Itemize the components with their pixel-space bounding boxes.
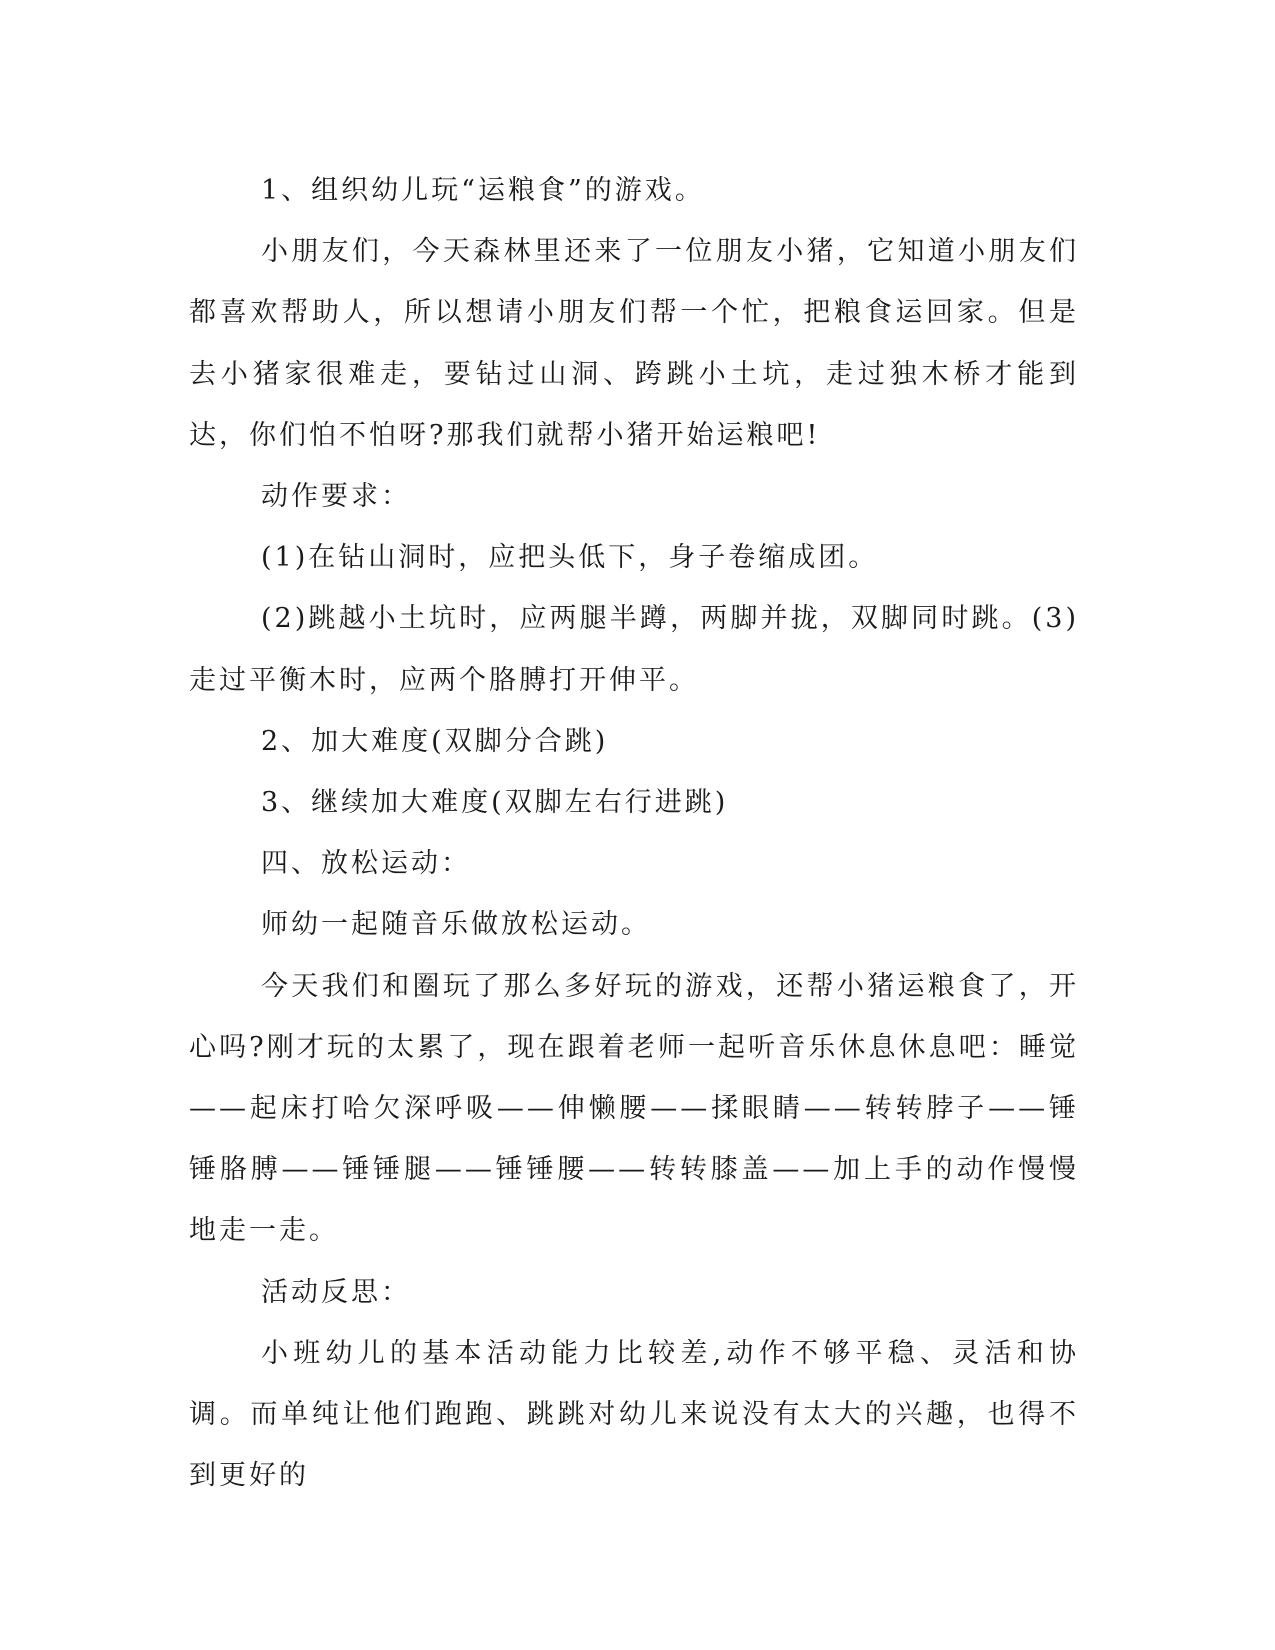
paragraph-relax-heading: 四、放松运动： xyxy=(261,848,471,880)
paragraph-relax-steps: 今天我们和圈玩了那么多好玩的游戏，还帮小猪运粮食了，开心吗?刚才玩的太累了，现在跟着老师一起听音乐休息休息吧：睡觉——起床打哈欠深呼吸——伸懒腰——揉眼睛——转转脖子——锤锤胳膊——锤锤腿——锤锤腰——转转膝盖——加上手的动作慢慢地走一走。 xyxy=(189,970,1079,1247)
paragraph-requirement-1: (1)在钻山洞时，应把头低下，身子卷缩成团。 xyxy=(261,542,879,574)
paragraph-game-intro: 1、组织幼儿玩“运粮食”的游戏。 xyxy=(261,175,705,206)
paragraph-reflection: 小班幼儿的基本活动能力比较差,动作不够平稳、灵活和协调。而单纯让他们跑跑、跳跳对幼儿来说没有太大的兴趣，也得不到更好的 xyxy=(189,1337,1079,1492)
paragraph-requirement-2-3: (2)跳越小土坑时，应两腿半蹲，两脚并拢，双脚同时跳。(3)走过平衡木时，应两个胳膊打开伸平。 xyxy=(189,603,1079,696)
paragraph-story: 小朋友们，今天森林里还来了一位朋友小猪，它知道小朋友们都喜欢帮助人，所以想请小朋友们帮一个忙，把粮食运回家。但是去小猪家很难走，要钻过山洞、跨跳小土坑，走过独木桥才能到达，你们怕不怕呀?那我们就帮小猪开始运粮吧! xyxy=(189,236,1079,451)
paragraph-relax-intro: 师幼一起随音乐做放松运动。 xyxy=(261,909,651,941)
paragraph-requirements-heading: 动作要求： xyxy=(261,481,411,513)
document-body xyxy=(189,160,1079,1506)
paragraph-difficulty-3: 3、继续加大难度(双脚左右行进跳) xyxy=(261,787,729,819)
paragraph-reflection-heading: 活动反思： xyxy=(261,1276,411,1308)
paragraph-difficulty-2: 2、加大难度(双脚分合跳) xyxy=(261,725,609,757)
